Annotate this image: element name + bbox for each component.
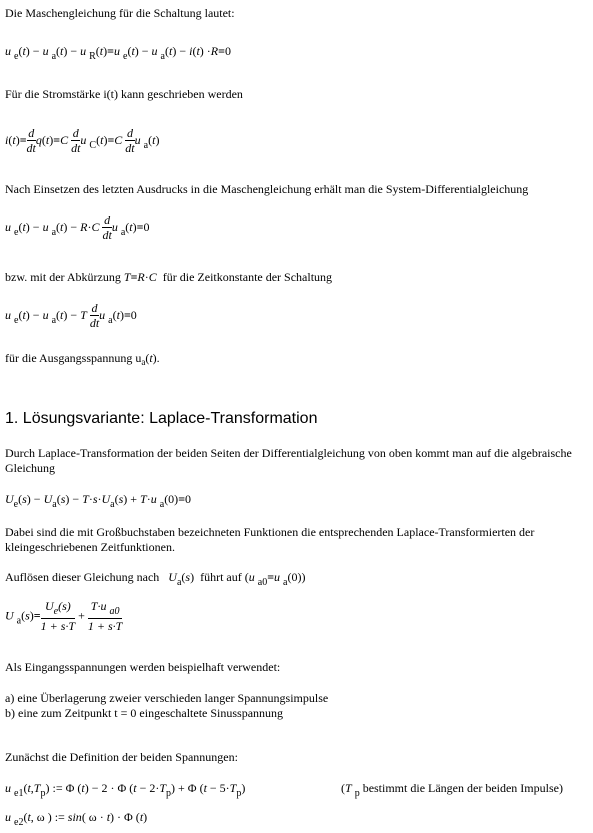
insert-text: Nach Einsetzen des letzten Ausdrucks in die Maschengleichung erhält man die System-Differentialgleichung bbox=[5, 182, 529, 196]
capital-text: Dabei sind die mit Großbuchstaben bezeichneten Funktionen die entsprechenden Laplace-Transformierten der kleingeschriebenen Zeitfunktionen. bbox=[5, 525, 535, 554]
laplace-text: Durch Laplace-Transformation der beiden Seiten der Differentialgleichung von oben kommt man auf die algebraische Gleichung bbox=[5, 446, 572, 475]
output-text: für die Ausgangsspannung $u_a(t)$. bbox=[5, 351, 160, 367]
current-equation: i(t)= $\frac{d}{dt}$ q(t)=C $\frac{d}{dt}$ u $_C$(t)=C $\frac{d}{dt}$ u $_a$(t) bbox=[5, 126, 160, 155]
solution-equation: U $_a$(s)= $\frac{U_e(s)}{1 + s\cdot T}$ + $\frac{T\cdot u _{a0}}{1 + s\cdot T}$ bbox=[5, 599, 123, 633]
abbrev-text: bzw. mit der Abkürzung T=R·C für die Zeitkonstante der Schaltung bbox=[5, 270, 333, 284]
ue1-definition: u $_{e1}(t,T_p)$ := Φ (t) − 2 · Φ $(t - 2\cdot T_p) + \Phi$ $(t - 5\cdot T_p)$ bbox=[5, 781, 246, 799]
mesh-equation: u $_e$(t) − u $_a$(t) − u $_R$(t)=u $_e$(t) − u $_a$(t) − i(t) ·R=0 bbox=[5, 44, 231, 62]
option-a: a) eine Überlagerung zweier verschieden langer Spannungsimpulse bbox=[5, 691, 329, 705]
definition-text: Zunächst die Definition der beiden Spannungen: bbox=[5, 750, 238, 764]
input-text: Als Eingangsspannungen werden beispielhaft verwendet: bbox=[5, 660, 281, 674]
tp-note: (T $_p$ bestimmt die Längen der beiden Impulse) bbox=[341, 781, 563, 799]
option-b: b) eine zum Zeitpunkt t = 0 eingeschaltete Sinusspannung bbox=[5, 706, 284, 720]
intro-text: Die Maschengleichung für die Schaltung lautet: bbox=[5, 6, 235, 20]
ue2-definition: u $_{e2}$(t, ω ) := sin( ω · t) · Φ (t) bbox=[5, 810, 148, 828]
laplace-equation: $U_e(s) - U_a(s) - T\cdot s\cdot U_a(s) + T\cdot u$ $_a$(0)=0 bbox=[5, 492, 192, 510]
time-constant-equation: u $_e$(t) − u $_a$(t) − T $\frac{d}{dt}$ u $_a$(t)=0 bbox=[5, 301, 137, 330]
differential-equation: u $_e$(t) − u $_a$(t) − R·C $\frac{d}{dt}$ u $_a$(t)=0 bbox=[5, 213, 150, 242]
current-text: Für die Stromstärke i(t) kann geschrieben werden bbox=[5, 87, 243, 101]
solve-text: Auflösen dieser Gleichung nach $U_a(s)$ führt auf (u $_{a0}$=u $_a$(0)) bbox=[5, 570, 306, 588]
section-heading: 1. Lösungsvariante: Laplace-Transformation bbox=[5, 410, 318, 427]
